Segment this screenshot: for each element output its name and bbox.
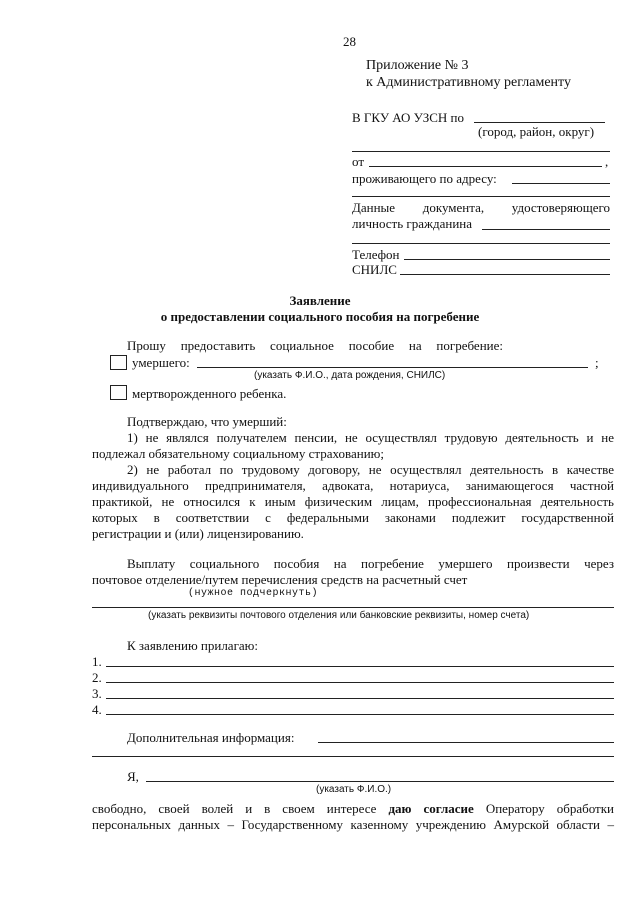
- payment-details-hint: (указать реквизиты почтового отделения или банковские реквизиты, номер счета): [148, 610, 530, 621]
- payment-line2: почтовое отделение/путем перечисления средств на расчетный счет: [92, 572, 468, 587]
- to-line[interactable]: [474, 122, 605, 123]
- payment-line1: Выплату социального пособия на погребение умершего произвести через: [127, 556, 614, 571]
- doc-line[interactable]: [482, 229, 610, 230]
- doc-line-2[interactable]: [352, 243, 610, 244]
- snils-label: СНИЛС: [352, 262, 397, 277]
- confirm-item2-line5: регистрации и (или) лицензированию.: [92, 526, 304, 541]
- to-hint: (город, район, округ): [478, 124, 595, 139]
- consent-line1-a: свободно, своей волей и в своем интересе: [92, 801, 389, 816]
- doc-label-2: личность гражданина: [352, 216, 473, 231]
- residing-line[interactable]: [512, 183, 610, 184]
- attachment-4-line[interactable]: [106, 714, 614, 715]
- from-line[interactable]: [369, 166, 602, 167]
- confirm-item1-line1: 1) не являлся получателем пенсии, не осуществлял трудовую деятельность и не: [127, 430, 614, 445]
- confirm-item1-line2: подлежал обязательному социальному страхованию;: [92, 446, 384, 461]
- attachment-3-line[interactable]: [106, 698, 614, 699]
- additional-label: Дополнительная информация:: [127, 730, 295, 745]
- attachment-3-label: 3.: [92, 686, 102, 701]
- appendix-subtitle: к Административному регламенту: [366, 75, 571, 90]
- appendix-title: Приложение № 3: [366, 58, 469, 73]
- consent-line2: персональных данных – Государственному казенному учреждению Амурской области –: [92, 817, 614, 832]
- consent-fio-line[interactable]: [146, 781, 614, 782]
- phone-line[interactable]: [404, 259, 610, 260]
- stillborn-label: мертворожденного ребенка.: [132, 386, 287, 401]
- to-label: В ГКУ АО УЗСН по: [352, 110, 464, 125]
- consent-agree: даю согласие: [388, 801, 474, 816]
- deceased-label: умершего:: [132, 355, 190, 370]
- deceased-end: ;: [595, 355, 599, 370]
- attachment-1-label: 1.: [92, 654, 102, 669]
- residing-label: проживающего по адресу:: [352, 171, 497, 186]
- attachment-1-line[interactable]: [106, 666, 614, 667]
- phone-label: Телефон: [352, 247, 400, 262]
- deceased-hint: (указать Ф.И.О., дата рождения, СНИЛС): [254, 370, 446, 381]
- snils-line[interactable]: [400, 274, 610, 275]
- from-end: ,: [605, 154, 609, 169]
- attachment-4-label: 4.: [92, 702, 102, 717]
- request-intro: Прошу предоставить социальное пособие на погребение:: [127, 338, 503, 353]
- confirm-intro: Подтверждаю, что умерший:: [127, 414, 287, 429]
- additional-line-2[interactable]: [92, 756, 614, 757]
- deceased-checkbox[interactable]: [110, 355, 127, 370]
- attachments-title: К заявлению прилагаю:: [127, 638, 259, 653]
- payment-details-line[interactable]: [92, 607, 614, 608]
- confirm-item2-line1: 2) не работал по трудовому договору, не осуществлял деятельность в качестве: [127, 462, 614, 477]
- stillborn-checkbox[interactable]: [110, 385, 127, 400]
- document-subtitle: о предоставлении социального пособия на погребение: [160, 309, 480, 324]
- confirm-item2-line4: которых в соответствии с федеральными законами подлежит государственной: [92, 510, 614, 525]
- consent-line1-c: Оператору обработки: [473, 801, 614, 816]
- additional-line-1[interactable]: [318, 742, 614, 743]
- page-number: 28: [343, 34, 356, 49]
- residing-line-2[interactable]: [352, 196, 610, 197]
- confirm-item2-line2: индивидуального предпринимателя, адвоката, нотариуса, занимающегося частной: [92, 478, 614, 493]
- consent-fio-hint: (указать Ф.И.О.): [316, 784, 392, 795]
- deceased-line[interactable]: [197, 367, 588, 368]
- attachment-2-label: 2.: [92, 670, 102, 685]
- underline-hint: (нужное подчеркнуть): [188, 588, 319, 599]
- attachment-2-line[interactable]: [106, 682, 614, 683]
- addressee-line-1[interactable]: [352, 151, 610, 152]
- from-label: от: [352, 154, 365, 169]
- doc-label-1: Данные документа, удостоверяющего: [352, 200, 610, 215]
- consent-line1: [92, 801, 614, 816]
- confirm-item2-line3: практикой, не относился к иным физическим лицам, профессиональная деятельность: [92, 494, 614, 509]
- document-title: Заявление: [289, 293, 351, 308]
- consent-i-label: Я,: [127, 769, 139, 784]
